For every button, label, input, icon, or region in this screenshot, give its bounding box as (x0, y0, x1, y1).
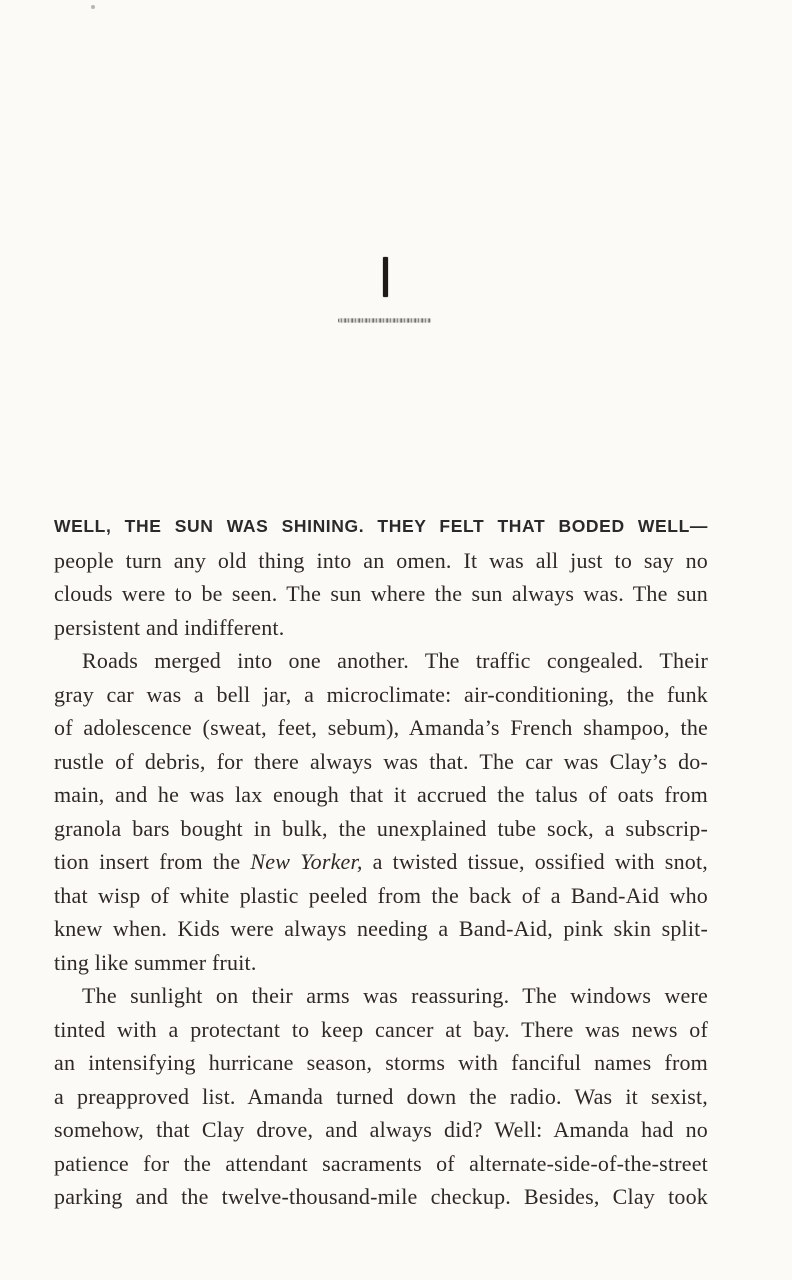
body-text-segment: rustle of debris, for there always was that. The car was Clay’s do- (54, 748, 708, 774)
text-line (54, 678, 708, 712)
body-text-segment: a preapproved list. Amanda turned down the radio. Was it sexist, (54, 1083, 708, 1109)
text-line (54, 812, 708, 846)
body-text-segment: parking and the twelve-thousand-mile checkup. Besides, Clay took (54, 1184, 708, 1209)
text-line (54, 979, 708, 1013)
body-text-segment: Roads merged into one another. The traffic congealed. Their (82, 648, 708, 673)
text-line (54, 1113, 708, 1147)
body-text-segment: tinted with a protectant to keep cancer at bay. There was news of (54, 1016, 708, 1042)
body-text-segment: of adolescence (sweat, feet, sebum), Amanda’s French shampoo, the (54, 715, 708, 740)
text-line (54, 946, 708, 980)
body-text-segment: The sunlight on their arms was reassuring. The windows were (82, 983, 708, 1008)
text-line (54, 1180, 708, 1214)
text-line (54, 845, 708, 879)
body-text-segment: a twisted tissue, ossified with snot, (362, 849, 708, 874)
text-line (54, 778, 708, 812)
text-line (54, 1046, 708, 1080)
body-text-segment: that wisp of white plastic peeled from the back of a Band-Aid who (54, 882, 708, 908)
text-line (54, 644, 708, 678)
body-text-segment: tion insert from the (54, 849, 251, 874)
body-text-segment: persistent and indifferent. (54, 614, 285, 640)
lead-in-caps: WELL, THE SUN WAS SHINING. THEY FELT THAT BODED WELL— (54, 516, 708, 536)
chapter-divider-rule (338, 318, 431, 323)
body-text-segment: granola bars bought in bulk, the unexplained tube sock, a subscrip- (54, 815, 708, 841)
body-text (54, 508, 708, 1214)
text-line (54, 1147, 708, 1181)
body-text-segment: patience for the attendant sacraments of alternate-side-of-the-street (54, 1150, 708, 1176)
body-text-segment: an intensifying hurricane season, storms with fanciful names from (54, 1050, 708, 1075)
text-line (54, 611, 708, 645)
text-line (54, 912, 708, 946)
chapter-number-text (383, 257, 384, 258)
italic-publication-name: New Yorker, (250, 849, 363, 874)
body-text-segment: ting like summer fruit. (54, 949, 257, 975)
text-line (54, 879, 708, 913)
body-text-segment: clouds were to be seen. The sun where the sun always was. The sun (54, 581, 708, 606)
text-line (54, 1013, 708, 1047)
text-line (54, 1080, 708, 1114)
text-line (54, 745, 708, 779)
text-line (54, 711, 708, 745)
text-line (54, 544, 708, 578)
body-text-segment: gray car was a bell jar, a microclimate: air-conditioning, the funk (54, 681, 708, 707)
body-text-segment: people turn any old thing into an omen. It was all just to say no (54, 547, 708, 573)
chapter-number (383, 257, 388, 297)
text-line (54, 577, 708, 611)
body-text-segment: main, and he was lax enough that it accrued the talus of oats from (54, 782, 708, 807)
body-text-segment: knew when. Kids were always needing a Band-Aid, pink skin split- (54, 916, 708, 941)
body-text-segment: somehow, that Clay drove, and always did? Well: Amanda had no (54, 1117, 708, 1142)
text-line (54, 508, 708, 544)
scan-speck (91, 5, 95, 9)
